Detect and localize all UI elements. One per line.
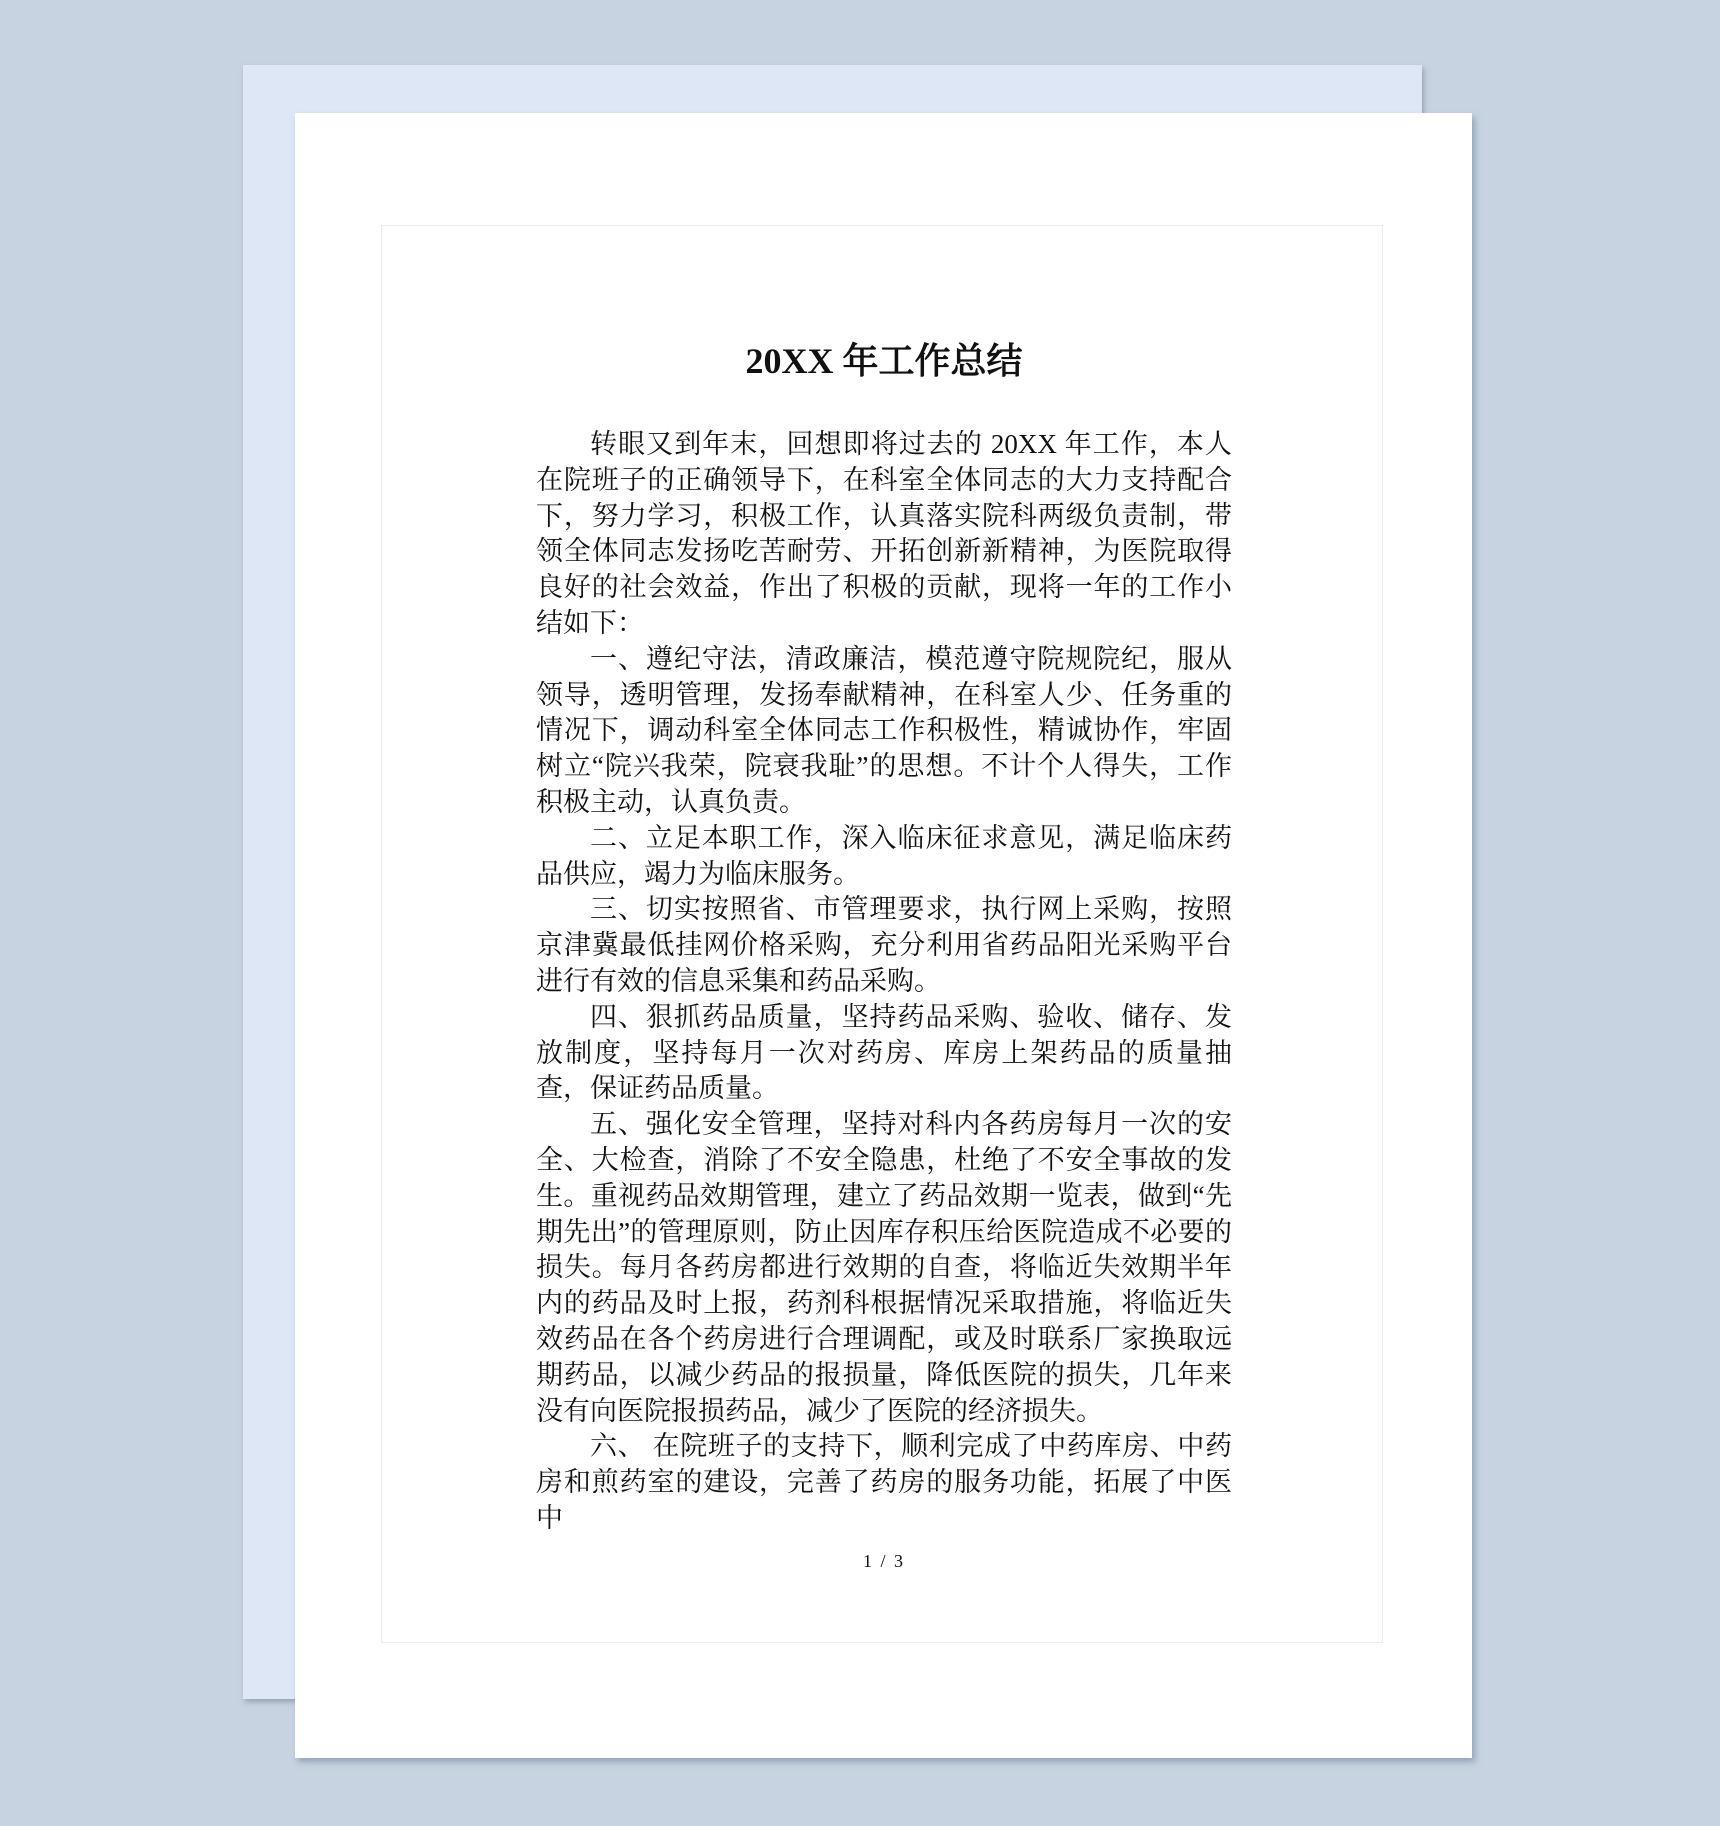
document-title: 20XX 年工作总结: [745, 341, 1023, 381]
paragraph-2: 一、遵纪守法，清政廉洁，模范遵守院规院纪，服从领导，透明管理，发扬奉献精神，在科室人少、任务重的情况下，调动科室全体同志工作积极性，精诚协作，牢固树立“院兴我荣，院衰我耻”的思想。不计个人得失，工作积极主动，认真负责。: [536, 643, 1232, 817]
paragraph-3: 二、立足本职工作，深入临床征求意见，满足临床药品供应，竭力为临床服务。: [536, 822, 1232, 889]
paragraph-5: 四、狠抓药品质量，坚持药品采购、验收、储存、发放制度，坚持每月一次对药房、库房上架药品的质量抽查，保证药品质量。: [536, 1001, 1232, 1104]
paragraph-1: 转眼又到年末，回想即将过去的 20XX 年工作，本人在院班子的正确领导下，在科室全体同志的大力支持配合下，努力学习，积极工作，认真落实院科两级负责制，带领全体同志发扬吃苦耐劳、开拓创新新精神，为医院取得良好的社会效益，作出了积极的贡献，现将一年的工作小结如下：: [536, 429, 1232, 638]
paragraph-4: 三、切实按照省、市管理要求，执行网上采购，按照京津冀最低挂网价格采购，充分利用省药品阳光采购平台进行有效的信息采集和药品采购。: [536, 894, 1232, 996]
document-body: [536, 427, 1232, 1537]
page-number: 1 / 3: [862, 1551, 905, 1571]
paragraph-7: 六、 在院班子的支持下，顺利完成了中药库房、中药房和煎药室的建设，完善了药房的服务功能，拓展了中医中: [536, 1431, 1232, 1533]
paragraph-6: 五、强化安全管理，坚持对科内各药房每月一次的安全、大检查，消除了不安全隐患，杜绝了不安全事故的发生。重视药品效期管理，建立了药品效期一览表，做到“先期先出”的管理原则，防止因库存积压给医院造成不必要的损失。每月各药房都进行效期的自查，将临近失效期半年内的药品及时上报，药剂科根据情况采取措施，将临近失效药品在各个药房进行合理调配，或及时联系厂家换取远期药品，以减少药品的报损量，降低医院的损失，几年来没有向医院报损药品，减少了医院的经济损失。: [536, 1109, 1232, 1426]
document-page: [295, 113, 1472, 1758]
